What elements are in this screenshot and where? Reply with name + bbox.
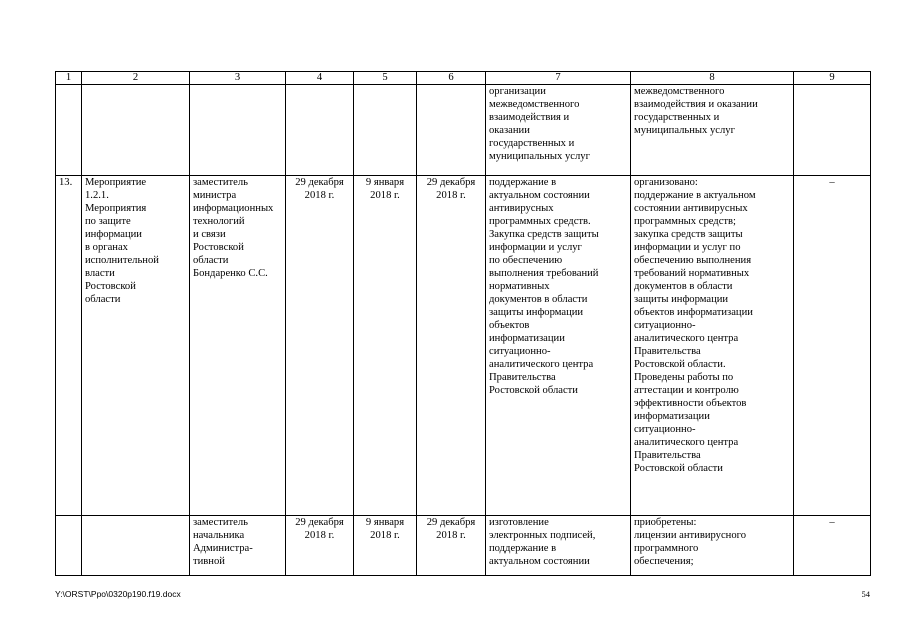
column-header: 7 [486, 72, 631, 85]
text-line: ситуационно- [634, 424, 696, 435]
note-cell: – [794, 176, 871, 516]
expected-result-cell [486, 176, 631, 516]
file-path-footer: Y:\ORST\Ppo\0320p190.f19.docx [55, 589, 181, 599]
text-line: 29 декабря [426, 517, 476, 528]
text-line: государственных и [489, 138, 575, 149]
start-date-cell [354, 176, 417, 516]
text-line: Бондаренко С.С. [193, 268, 268, 279]
text-line: документов в области [634, 281, 733, 292]
text-line: электронных подписей, [489, 530, 596, 541]
text-line: тивной [193, 556, 225, 567]
text-line: Ростовской области [634, 463, 723, 474]
note-cell: – [794, 516, 871, 576]
text-line: объектов [489, 320, 530, 331]
continuation-row [56, 85, 871, 176]
text-line: изготовление [489, 517, 549, 528]
text-line: организовано: [634, 177, 698, 188]
text-line: взаимодействия и [489, 112, 570, 123]
text-line: 29 декабря [295, 177, 344, 188]
text-line: состоянии антивирусных [634, 203, 748, 214]
actual-result-cell [631, 516, 794, 576]
text-line: обеспечению выполнения [634, 255, 752, 266]
row-number: 13. [56, 176, 82, 516]
text-line: заместитель [193, 517, 249, 528]
text-line: начальника [193, 530, 245, 541]
text-line: Правительства [489, 372, 556, 383]
text-line: Ростовской [193, 242, 244, 253]
text-line: программного [634, 543, 699, 554]
text-line: информации и услуг [489, 242, 582, 253]
column-header: 4 [286, 72, 354, 85]
text-line: и связи [193, 229, 226, 240]
text-line: обеспечения; [634, 556, 694, 567]
text-line: Ростовской области. [634, 359, 726, 370]
column-header: 2 [82, 72, 190, 85]
text-line: 9 января [365, 517, 405, 528]
expected-result-cell [486, 516, 631, 576]
text-line: Мероприятия [85, 203, 147, 214]
text-line: выполнения требований [489, 268, 599, 279]
text-line: информации и услуг по [634, 242, 741, 253]
text-line: Ростовской [85, 281, 136, 292]
text-line: приобретены: [634, 517, 697, 528]
text-line: аналитического центра [634, 333, 739, 344]
text-line: поддержание в актуальном [634, 190, 756, 201]
text-line: межведомственного [489, 99, 580, 110]
responsible-cell [190, 176, 286, 516]
text-line: по обеспечению [489, 255, 563, 266]
text-line: оказании [489, 125, 530, 136]
text-line: программных средств; [634, 216, 736, 227]
column-header: 6 [417, 72, 486, 85]
column-header: 3 [190, 72, 286, 85]
text-line: в органах [85, 242, 128, 253]
text-line: аналитического центра [489, 359, 594, 370]
text-line: муниципальных услуг [634, 125, 735, 136]
measure-name-cell [82, 176, 190, 516]
text-line: организации [489, 86, 546, 97]
page-number: 54 [861, 589, 870, 599]
text-line: программных средств. [489, 216, 591, 227]
text-line: Проведены работы по [634, 372, 734, 383]
text-line: ситуационно- [489, 346, 551, 357]
text-line: защиты информации [489, 307, 584, 318]
text-line: Ростовской области [489, 385, 578, 396]
text-line: технологий [193, 216, 245, 227]
text-line: 2018 г. [370, 530, 400, 541]
table-row-13 [56, 176, 871, 516]
text-line: 9 января [365, 177, 405, 188]
text-line: закупка средств защиты [634, 229, 743, 240]
column-header: 1 [56, 72, 82, 85]
text-line: информации [85, 229, 142, 240]
text-line: информационных [193, 203, 274, 214]
text-line: поддержание в [489, 543, 557, 554]
text-line: 2018 г. [370, 190, 400, 201]
text-line: объектов информатизации [634, 307, 753, 318]
responsible-cell [190, 516, 286, 576]
column-header: 8 [631, 72, 794, 85]
text-line: актуальном состоянии [489, 190, 590, 201]
text-line: 1.2.1. [85, 190, 109, 201]
text-line: области [193, 255, 229, 266]
text-line: эффективности объектов [634, 398, 747, 409]
text-line: 29 декабря [295, 517, 344, 528]
text-line: взаимодействия и оказании [634, 99, 758, 110]
text-line: по защите [85, 216, 131, 227]
text-line: власти [85, 268, 115, 279]
text-line: Администра- [193, 543, 253, 554]
text-line: Закупка средств защиты [489, 229, 599, 240]
planned-date-cell [286, 176, 354, 516]
table-row-14 [56, 516, 871, 576]
text-line: исполнительной [85, 255, 159, 266]
text-line: 2018 г. [304, 530, 335, 541]
text-line: поддержание в [489, 177, 557, 188]
text-line: Правительства [634, 346, 701, 357]
text-line: 29 декабря [426, 177, 476, 188]
end-date-cell [417, 516, 486, 576]
text-line: 2018 г. [436, 190, 466, 201]
text-line: Правительства [634, 450, 701, 461]
actual-result-cell [631, 85, 794, 176]
expected-result-cell [486, 85, 631, 176]
text-line: муниципальных услуг [489, 151, 590, 162]
text-line: межведомственного [634, 86, 725, 97]
text-line: актуальном состоянии [489, 556, 590, 567]
text-line: защиты информации [634, 294, 729, 305]
text-line: заместитель [193, 177, 249, 188]
planned-date-cell [286, 516, 354, 576]
text-line: нормативных [489, 281, 550, 292]
end-date-cell [417, 176, 486, 516]
text-line: области [85, 294, 121, 305]
text-line: лицензии антивирусного [634, 530, 747, 541]
column-number-row [56, 72, 871, 85]
text-line: ситуационно- [634, 320, 696, 331]
column-header: 5 [354, 72, 417, 85]
text-line: 2018 г. [436, 530, 466, 541]
column-header: 9 [794, 72, 871, 85]
text-line: информатизации [489, 333, 565, 344]
text-line: документов в области [489, 294, 588, 305]
text-line: аттестации и контролю [634, 385, 739, 396]
text-line: министра [193, 190, 237, 201]
text-line: государственных и [634, 112, 720, 123]
text-line: Мероприятие [85, 177, 147, 188]
text-line: 2018 г. [304, 190, 335, 201]
start-date-cell [354, 516, 417, 576]
document-table [55, 71, 871, 576]
text-line: информатизации [634, 411, 710, 422]
text-line: антивирусных [489, 203, 554, 214]
actual-result-cell [631, 176, 794, 516]
text-line: требований нормативных [634, 268, 750, 279]
text-line: аналитического центра [634, 437, 739, 448]
